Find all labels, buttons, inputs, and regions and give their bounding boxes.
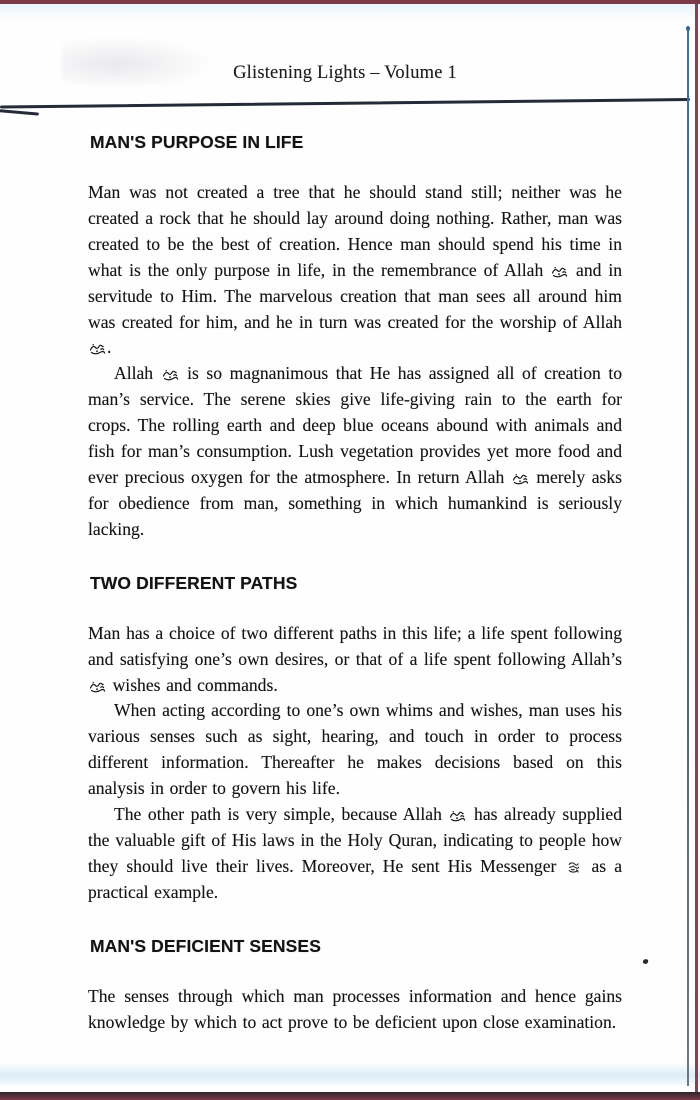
paragraph [88, 180, 622, 361]
paragraph [88, 802, 622, 906]
text-run: wishes and commands. [107, 674, 278, 695]
allah-honorific-swt-icon [89, 680, 106, 693]
header-rule-line [0, 98, 690, 108]
paragraph [88, 698, 622, 802]
text-run: is so magnanimous that He has assigned all of creation to man’s service. The serene skies give life-giving rain to the earth for crops. The rolling earth and deep blue oceans abound with animals and fish for man’s consumption. Lush vegetation provides yet more food and ever precious oxygen for the atmosphere. In return Allah [88, 363, 622, 487]
scan-speck-artifact [642, 958, 649, 965]
allah-honorific-swt-icon [551, 265, 568, 278]
page-body [88, 120, 622, 1035]
header-rule-curl [0, 109, 39, 116]
section-heading: MAN'S DEFICIENT SENSES [90, 935, 321, 956]
text-run: Allah [114, 363, 161, 384]
text-run: The senses through which man processes information and hence gains knowledge by which to act prove to be deficient upon close examination. [88, 985, 622, 1032]
bottom-scan-tint [0, 1062, 700, 1086]
paragraph [88, 361, 622, 542]
text-run: Man was not created a tree that he should stand still; neither was he created a rock that he should lay around doing nothing. Rather, man was created to be the best of creation. Hence man should spend his time in what is the only purpose in life, in the remembrance of Allah [88, 182, 622, 280]
text-run: . [107, 337, 112, 358]
text-run: has already supplied the valuable gift of His laws in the Holy Quran, indicating to people how they should live their lives. Moreover, He sent His Messenger [88, 804, 622, 876]
allah-honorific-swt-icon [512, 472, 529, 485]
page-edge-scan-line [687, 28, 689, 1086]
paragraph [88, 621, 622, 699]
text-run: as a practical example. [88, 855, 622, 902]
paragraph [88, 984, 622, 1036]
text-run: Man has a choice of two different paths in this life; a life spent following and satisfying one’s own desires, or that of a life spent following Allah’s [88, 622, 622, 669]
allah-honorific-swt-icon [449, 809, 466, 822]
text-run: When acting according to one’s own whims and wishes, man uses his various senses such as sight, hearing, and touch in order to process different information. Thereafter he makes decisions based on this analysis in order to govern his life. [88, 700, 622, 799]
allah-honorific-swt-icon [162, 368, 179, 381]
top-scan-tint [0, 4, 700, 20]
section-heading: MAN'S PURPOSE IN LIFE [90, 132, 304, 152]
allah-honorific-swt-icon [89, 342, 106, 355]
scan-border-top [0, 0, 700, 4]
running-header-title: Glistening Lights – Volume 1 [233, 63, 457, 83]
text-run: The other path is very simple, because Allah [114, 804, 449, 825]
text-run: and in servitude to Him. The marvelous creation that man sees all around him was created for him, and he in turn was created for the worship of Allah [88, 259, 622, 332]
text-run: merely asks for obedience from man, something in which humankind is seriously lacking. [88, 466, 622, 539]
section-heading: TWO DIFFERENT PATHS [90, 572, 298, 593]
messenger-honorific-saw-icon [565, 861, 582, 874]
scan-border-right [695, 0, 698, 1100]
scan-border-bottom [0, 1092, 700, 1100]
